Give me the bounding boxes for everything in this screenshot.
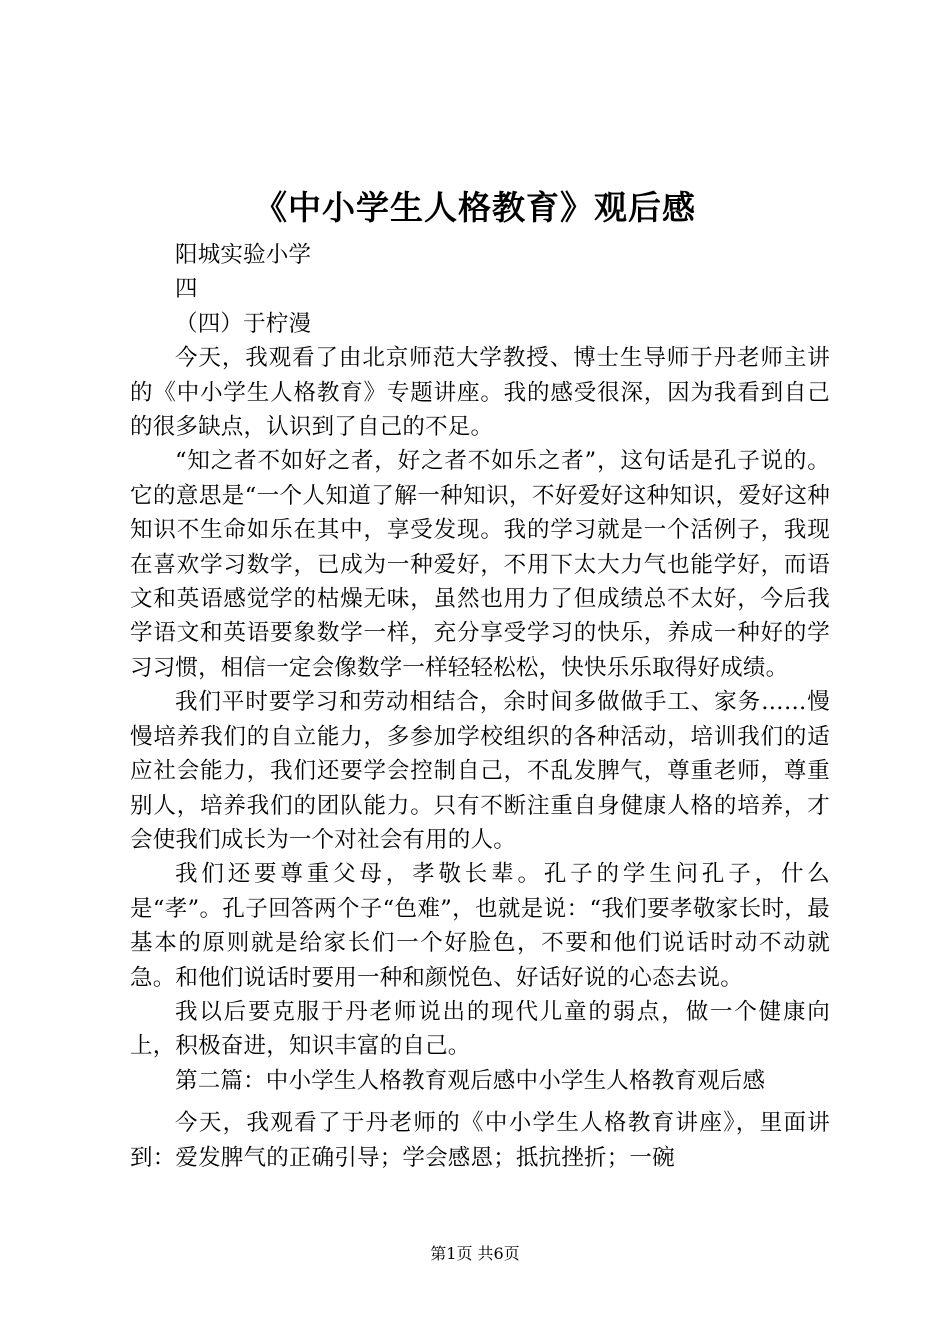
document-body xyxy=(130,238,830,1175)
page-footer: 第1页 共6页 xyxy=(430,1244,520,1263)
section-heading: 第二篇：中小学生人格教育观后感中小学生人格教育观后感 xyxy=(175,1067,766,1094)
paragraph: 我以后要克服于丹老师说出的现代儿童的弱点，做一个健康向上，积极奋进，知识丰富的自己。 xyxy=(130,998,830,1060)
paragraph: 我们还要尊重父母，孝敬长辈。孔子的学生问孔子，什么是“孝”。孔子回答两个子“色难”，也就是说：“我们要孝敬家长时，最基本的原则就是给家长们一个好脸色，不要和他们说话时动不动就急。和他们说话时要用一种和颜悦色、好话好说的心态去说。 xyxy=(130,861,830,991)
grade-line: 四 xyxy=(175,276,198,303)
paragraph: 我们平时要学习和劳动相结合，余时间多做做手工、家务……慢慢培养我们的自立能力，多参加学校组织的各种活动，培训我们的适应社会能力，我们还要学会控制自己，不乱发脾气，尊重老师，尊重别人，培养我们的团队能力。只有不断注重自身健康人格的培养，才会使我们成长为一个对社会有用的人。 xyxy=(130,689,830,853)
paragraph: 今天，我观看了于丹老师的《中小学生人格教育讲座》，里面讲到：爱发脾气的正确引导；学会感恩；抵抗挫折；一碗 xyxy=(130,1110,830,1171)
page-title: 《中小学生人格教育》观后感 xyxy=(254,188,696,227)
author-line: （四）于柠漫 xyxy=(175,310,312,337)
paragraph: 今天，我观看了由北京师范大学教授、博士生导师于丹老师主讲的《中小学生人格教育》专题讲座。我的感受很深，因为我看到自己的很多缺点，认识到了自己的不足。 xyxy=(130,345,830,441)
paragraph: “知之者不如好之者，好之者不如乐之者”，这句话是孔子说的。它的意思是“一个人知道了解一种知识，不好爱好这种知识，爱好这种知识不生命如乐在其中，享受发现。我的学习就是一个活例子，我现在喜欢学习数学，已成为一种爱好，不用下太大力气也能学好，而语文和英语感觉学的枯燥无味，虽然也用力了但成绩总不太好，今后我学语文和英语要象数学一样，充分享受学习的快乐，养成一种好的学习习惯，相信一定会像数学一样轻轻松松，快快乐乐取得好成绩。 xyxy=(130,448,830,681)
school-name: 阳城实验小学 xyxy=(175,242,312,268)
